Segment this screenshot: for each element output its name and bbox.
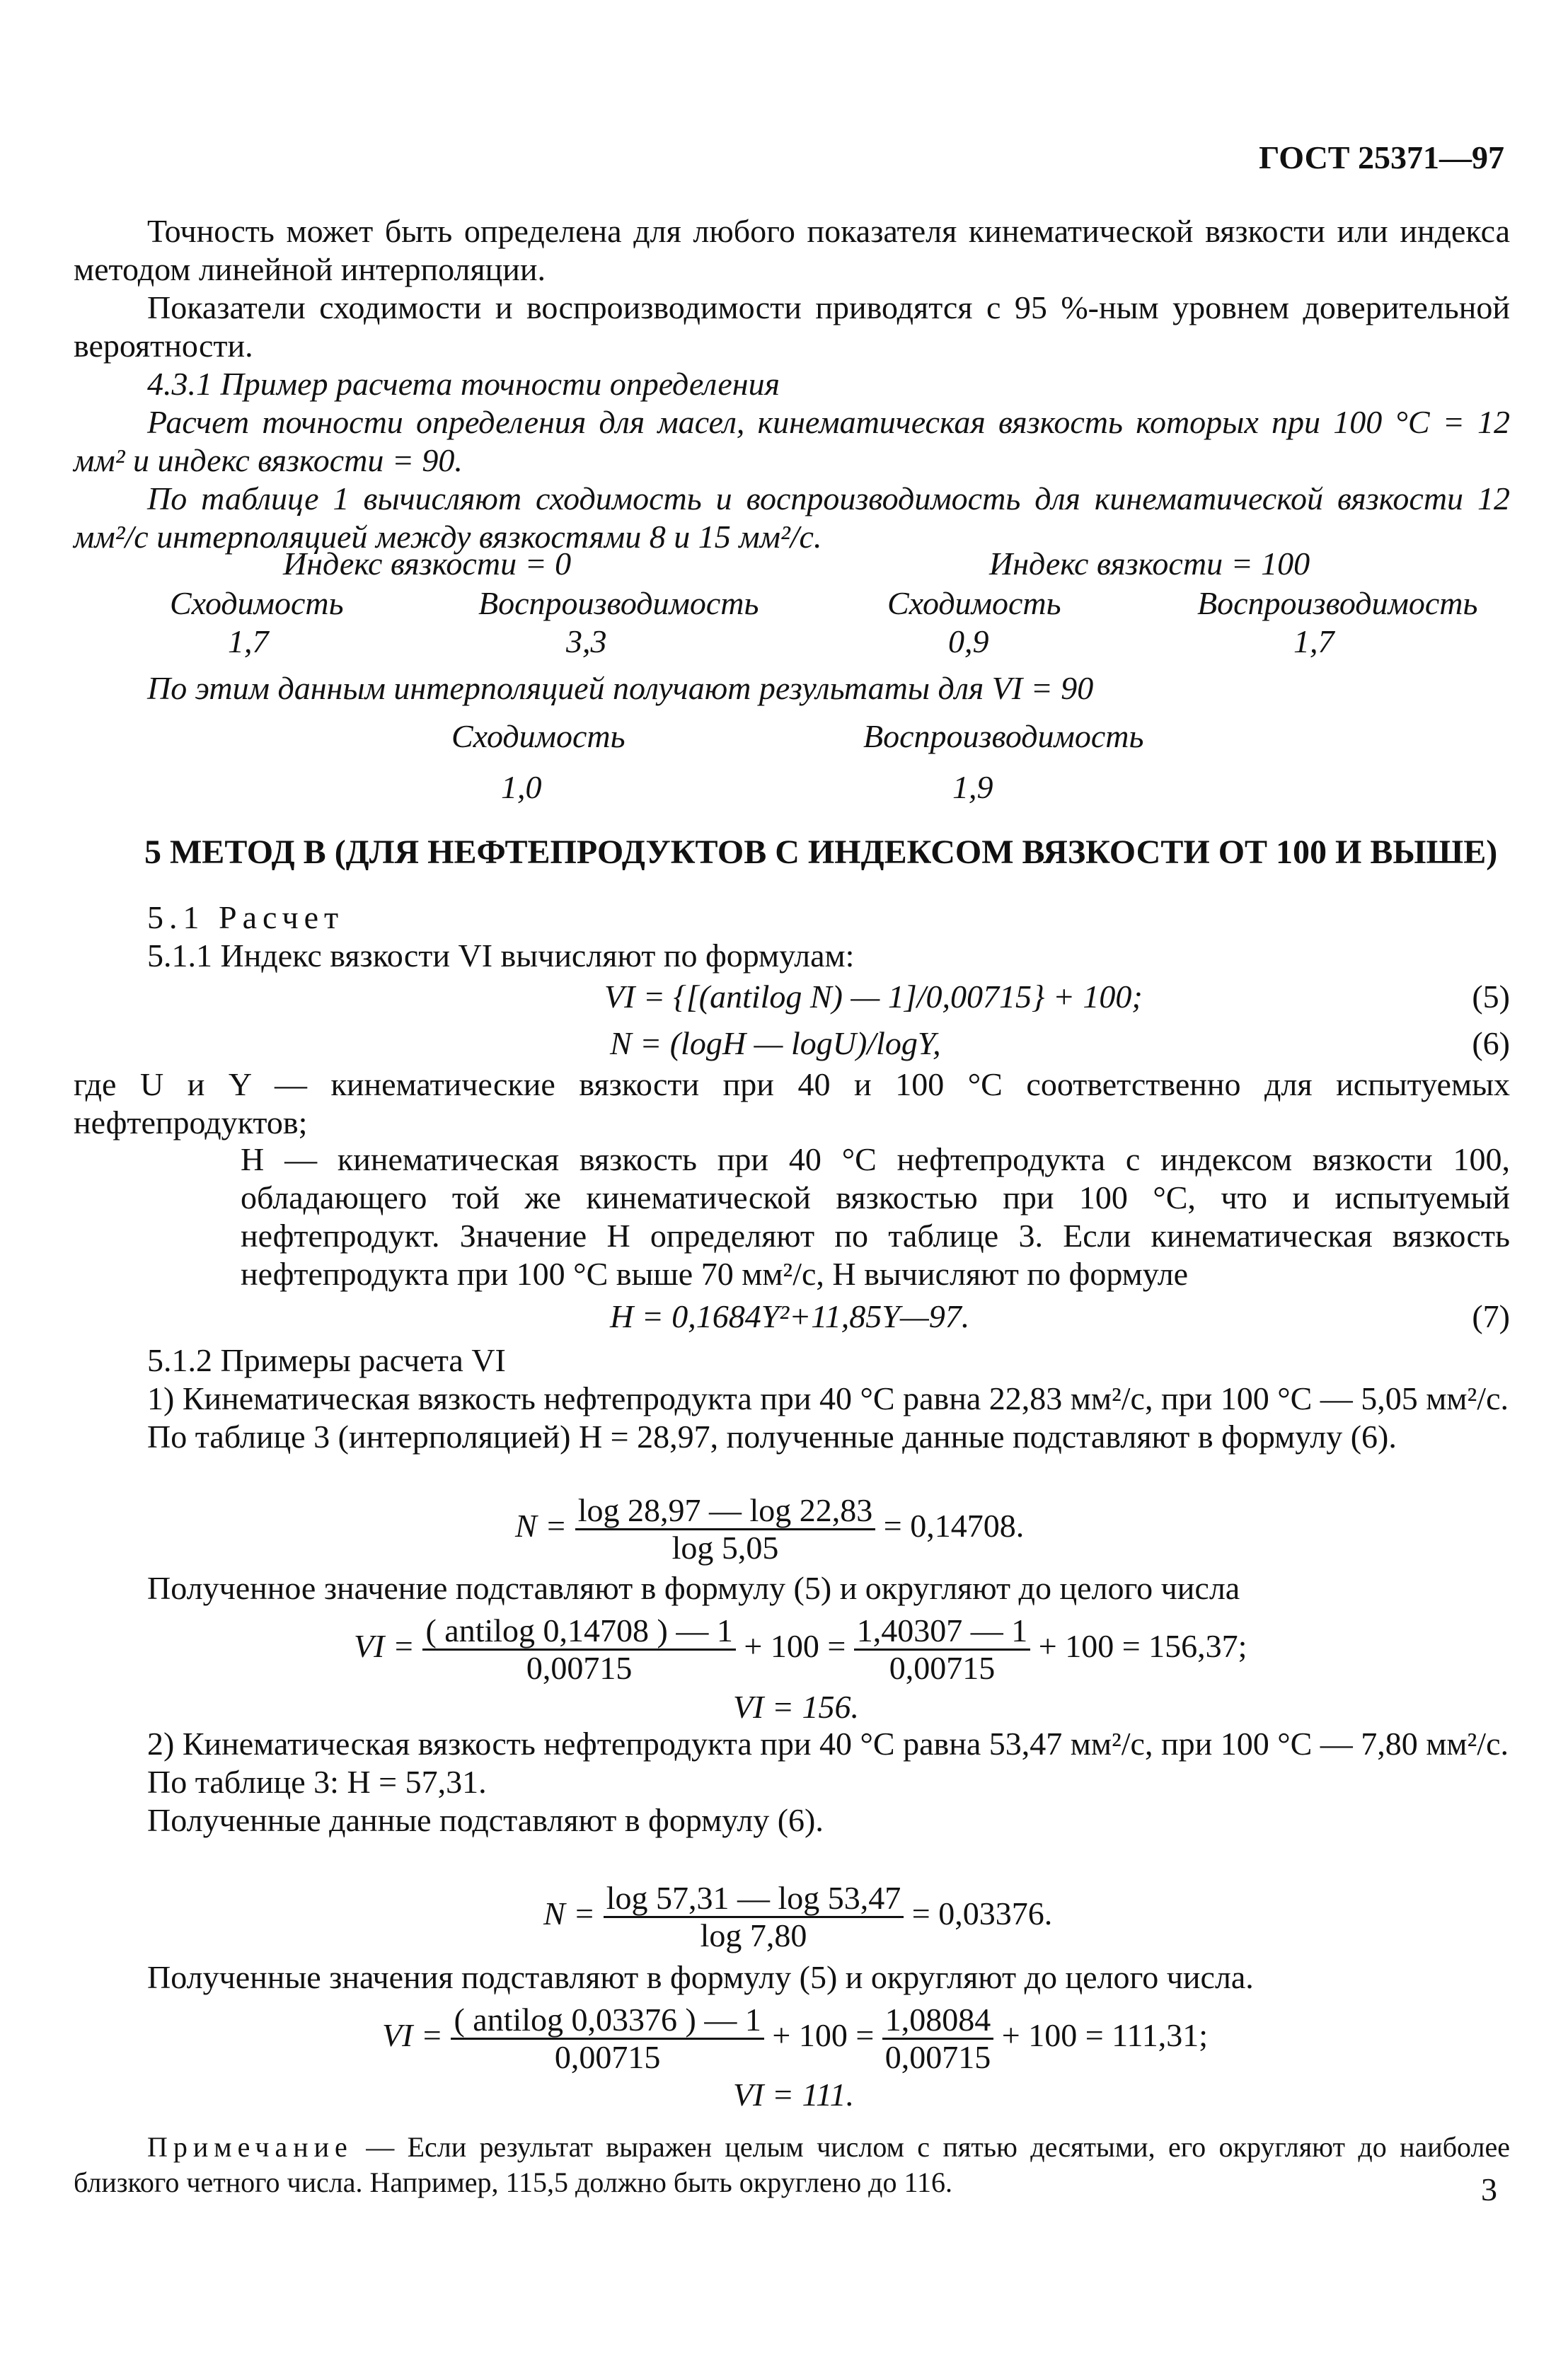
- example-2-n-lhs: N =: [543, 1895, 596, 1932]
- header-reproducibility-100: Воспроизводимость: [1197, 585, 1478, 621]
- result-reproducibility: 1,9: [952, 769, 993, 805]
- example-2-vi-lhs: VI =: [382, 2017, 443, 2054]
- example-2-n-equation: [543, 1881, 1052, 1953]
- result-header-repeatability: Сходимость: [451, 718, 626, 754]
- example-title: 4.3.1 Пример расчета точности определения: [147, 366, 780, 402]
- section-5-1-block: [74, 899, 1510, 975]
- example-1-n-lhs: N =: [515, 1508, 567, 1545]
- equation-6: [74, 1024, 1510, 1067]
- example-2-paragraph-3: Полученные данные подставляют в формулу (6).: [147, 1802, 824, 1838]
- equation-6-number: (6): [1472, 1025, 1510, 1061]
- equation-7-number: (7): [1472, 1298, 1510, 1334]
- example-1-vi-denominator-2: 0,00715: [889, 1650, 996, 1686]
- example-1-vi-denominator-1: 0,00715: [526, 1650, 633, 1686]
- note-text: — Если результат выражен целым числом с пятью десятыми, его округляют до наиболее близкого четного числа. Например, 115,5 должно быть округлено до 116.: [74, 2131, 1510, 2198]
- example-2-vi-equation: [382, 2002, 1208, 2075]
- example-paragraph-2: По таблице 1 вычисляют сходимость и воспроизводимость для кинематической вязкости 12 мм²/с интерполяцией между вязкостями 8 и 15 мм²/с.: [74, 480, 1510, 555]
- example-2-n-denominator: log 7,80: [700, 1917, 807, 1953]
- example-1-n-equation: [515, 1493, 1024, 1566]
- note: [74, 2130, 1510, 2200]
- example-1-paragraph-1: 1) Кинематическая вязкость нефтепродукта при 40 °С равна 22,83 мм²/с, при 100 °С — 5,05 мм²/с.: [147, 1380, 1509, 1416]
- example-2-paragraph-2: По таблице 3: H = 57,31.: [147, 1764, 487, 1800]
- example-1-vi-middle: + 100 =: [744, 1628, 846, 1665]
- example-1-n-fraction: [575, 1493, 876, 1566]
- interpolation-text: По этим данным интерполяцией получают результаты для VI = 90: [147, 670, 1094, 706]
- example-1-vi-numerator-1: ( antilog 0,14708 ) — 1: [422, 1613, 735, 1651]
- clause-5-1-1: 5.1.1 Индекс вязкости VI вычисляют по формулам:: [147, 937, 855, 974]
- example-1-paragraph-3: Полученное значение подставляют в формулу (5) и округляют до целого числа: [147, 1570, 1240, 1606]
- equation-7-formula: H = 0,1684Y²+11,85Y—97.: [610, 1298, 970, 1334]
- paragraph-accuracy: Точность может быть определена для любого показателя кинематической вязкости или индекса методом линейной интерполяции.: [74, 213, 1510, 287]
- example-1-paragraph-2: По таблице 3 (интерполяцией) H = 28,97, полученные данные подставляют в формулу (6).: [147, 1419, 1397, 1455]
- example-1-block: [74, 1341, 1510, 1456]
- value-repeatability-100: 0,9: [948, 623, 989, 659]
- equation-7: [74, 1298, 1510, 1340]
- standard-code: ГОСТ 25371—97: [1259, 139, 1504, 175]
- group-vi-100: Индекс вязкости = 100: [989, 545, 1310, 582]
- example-2-vi-fraction-2: [882, 2002, 994, 2075]
- result-header-reproducibility: Воспроизводимость: [863, 718, 1144, 754]
- clause-5-1-2: 5.1.2 Примеры расчета VI: [147, 1342, 506, 1378]
- result-repeatability: 1,0: [501, 769, 542, 805]
- example-2-vi-numerator-1: ( antilog 0,03376 ) — 1: [451, 2002, 763, 2040]
- example-2-paragraph-4: Полученные значения подставляют в формулу (5) и округляют до целого числа.: [147, 1959, 1254, 1995]
- example-1-n-denominator: log 5,05: [671, 1530, 779, 1566]
- example-1-vi-final: VI = 156.: [733, 1689, 859, 1725]
- equation-6-formula: N = (logH — logU)/logY,: [610, 1025, 941, 1061]
- example-2-vi-denominator-2: 0,00715: [884, 2039, 991, 2075]
- example-2-vi-result: + 100 = 111,31;: [1001, 2017, 1209, 2054]
- example-2-n-fraction: [604, 1881, 904, 1953]
- example-2-vi-denominator-1: 0,00715: [554, 2039, 661, 2075]
- value-reproducibility-100: 1,7: [1293, 623, 1334, 659]
- example-1-vi-numerator-2: 1,40307 — 1: [854, 1613, 1031, 1651]
- example-2-n-numerator: log 57,31 — log 53,47: [604, 1881, 904, 1918]
- example-1-vi-equation: [354, 1613, 1247, 1686]
- example-1-vi-fraction-1: [422, 1613, 735, 1686]
- example-2-n-result: = 0,03376.: [911, 1895, 1053, 1932]
- value-repeatability-0: 1,7: [228, 623, 269, 659]
- header-repeatability-0: Сходимость: [170, 585, 344, 621]
- where-u-y: где U и Y — кинематические вязкости при 40 и 100 °С соответственно для испытуемых нефтепродуктов;: [74, 1066, 1510, 1141]
- example-1-vi-result: + 100 = 156,37;: [1038, 1628, 1247, 1665]
- example-1-paragraph-3-block: [74, 1569, 1510, 1607]
- example-2-paragraph-4-block: [74, 1958, 1510, 1997]
- equation-5: [74, 978, 1510, 1020]
- example-2-block: [74, 1725, 1510, 1840]
- header-reproducibility-0: Воспроизводимость: [478, 585, 759, 621]
- clause-5-1: 5.1 Расчет: [147, 899, 345, 935]
- example-2-vi-numerator-2: 1,08084: [882, 2002, 994, 2040]
- example-2-vi-fraction-1: [451, 2002, 763, 2075]
- intro-block: [74, 212, 1510, 556]
- equation-5-number: (5): [1472, 978, 1510, 1015]
- example-1-vi-fraction-2: [854, 1613, 1031, 1686]
- example-1-n-result: = 0,14708.: [883, 1508, 1025, 1545]
- page-number: 3: [1481, 2171, 1497, 2207]
- example-2-vi-middle: + 100 =: [772, 2017, 875, 2054]
- note-paragraph: [74, 2130, 1510, 2200]
- note-label: Примечание: [147, 2131, 353, 2163]
- where-h: H — кинематическая вязкость при 40 °С нефтепродукта с индексом вязкости 100, обладающего той же кинематической вязкостью при 100 °С, что и испытуемый нефтепродукт. Значение H определяют по таблице 3. Если кинематическая вязкость нефтепродукта при 100 °С выше 70 мм²/с, H вычисляют по формуле: [241, 1141, 1510, 1292]
- example-2-paragraph-1: 2) Кинематическая вязкость нефтепродукта при 40 °С равна 53,47 мм²/с, при 100 °С — 7,80 мм²/с.: [147, 1726, 1509, 1762]
- example-paragraph-1: Расчет точности определения для масел, кинематическая вязкость которых при 100 °С = 12 мм² и индекс вязкости = 90.: [74, 404, 1510, 478]
- example-1-vi-lhs: VI =: [354, 1628, 415, 1665]
- group-vi-0: Индекс вязкости = 0: [283, 545, 572, 582]
- header-repeatability-100: Сходимость: [887, 585, 1061, 621]
- value-reproducibility-0: 3,3: [566, 623, 607, 659]
- paragraph-confidence: Показатели сходимости и воспроизводимости приводятся с 95 %-ным уровнем доверительной вероятности.: [74, 289, 1510, 364]
- example-1-n-numerator: log 28,97 — log 22,83: [575, 1493, 876, 1530]
- section-5-title: 5 МЕТОД В (ДЛЯ НЕФТЕПРОДУКТОВ С ИНДЕКСОМ ВЯЗКОСТИ ОТ 100 И ВЫШЕ): [144, 833, 1498, 871]
- equation-5-formula: VI = {[(antilog N) — 1]/0,00715} + 100;: [604, 978, 1143, 1015]
- example-2-vi-final: VI = 111.: [733, 2077, 855, 2113]
